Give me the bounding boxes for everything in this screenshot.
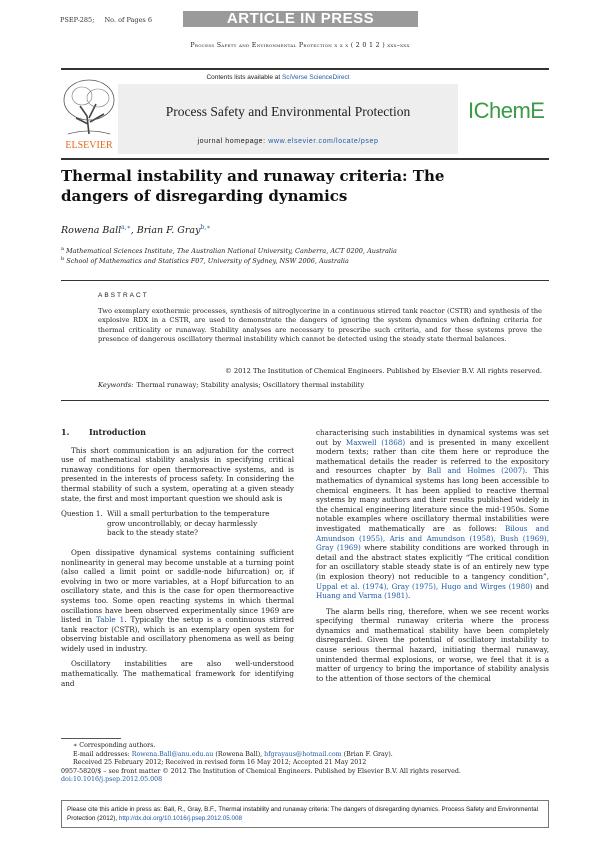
contents-line: Contents lists available at SciVerse ScienceDirect	[206, 74, 350, 81]
journal-name: Process Safety and Environmental Protection	[165, 104, 411, 119]
citation-text: Please cite this article in press as: Ball, R., Gray, B.F., Thermal instability and runaway criteria: The dangers of disregarding dynamics. Process Safety and Environmental Protection (2012),	[67, 806, 539, 822]
footnote-rule	[61, 738, 121, 739]
email-note: E-mail addresses: Rowena.Ball@anu.edu.au (Rowena Ball), bfgrayaus@hotmail.com (Brian F. Gray).	[73, 750, 393, 758]
author-marks[interactable]: b,∗	[200, 224, 211, 231]
issn-line: 0957-5820/$ – see front matter © 2012 The Institution of Chemical Engineers. Published by Elsevier B.V. All rights reserved.	[61, 767, 461, 775]
article-title: Thermal instability and runaway criteria: The dangers of disregarding dynamics	[61, 167, 445, 205]
affiliation: $^a$ Mathematical Sciences Institute, The Australian National University, Canberra, ACT 0200, Australia	[61, 246, 397, 256]
corresponding-note: ∗ Corresponding authors.	[73, 742, 156, 749]
doi-link[interactable]: doi:10.1016/j.psep.2012.05.008	[61, 776, 163, 784]
running-head: Process Safety and Environmental Protection x x x ( 2 0 1 2 ) xxx–xxx	[190, 42, 410, 49]
journal-homepage-link[interactable]: www.elsevier.com/locate/psep	[268, 138, 379, 145]
question-block	[61, 509, 294, 538]
author-marks[interactable]: a,∗	[121, 224, 131, 231]
citation-link[interactable]: Maxwell (1868)	[345, 437, 406, 447]
citation-doi-link[interactable]: http://dx.doi.org/10.1016/j.psep.2012.05.008	[118, 815, 243, 822]
author-name: Rowena Ball	[61, 225, 122, 237]
paragraph: This short communication is an adjuration for the correct use of mathematical stability analysis in specifying critical runaway conditions for open thermoreactive systems, and is presented in the interests of process safety. In considering the thermal stability of such a system, operating at a given steady state, the first and most important question we should ask is	[61, 445, 294, 503]
svg-text:ELSEVIER: ELSEVIER	[65, 140, 113, 151]
citation-link[interactable]: Huang and Varma (1981)	[316, 591, 409, 601]
header-rule	[61, 68, 549, 70]
email-link[interactable]: bfgrayaus@hotmail.com	[264, 750, 342, 758]
email-link[interactable]: Rowena.Ball@anu.edu.au	[131, 750, 214, 758]
banner-rule	[61, 158, 549, 160]
abstract-text: Two exemplary exothermic processes, synthesis of nitroglycerine in a continuous stirred tank reactor (CSTR) and synthesis of the explosive RDX in a CSTR, are used to demonstrate the dangers of ignoring the system dynamics when defining criteria for thermal criticality or runaway. Stability analyses are necessary to prescribe such criteria, and for these systems prove the presence of dangerous oscillatory thermal instability which cannot be detected using the steady state thermal balances.	[98, 307, 542, 344]
abstract-heading: ABSTRACT	[98, 292, 149, 299]
paragraph: characterising such instabilities in dynamical systems was set out by Maxwell (1868) and is presented in many excellent modern texts; rather than cite them here or reproduce the mathematical details the reader is referred to the expository and resources chapter by Ball and Holmes (2007). This mathematics of dynamical systems has long been accessible to chemical engineers. It has been applied to reactive thermal systems by many authors and their results published widely in the chemical engineering literature since the mid-1950s. Some notable examples where oscillatory thermal instabilities were investigated mathematically are as follows: Bilous and Amundson (1955), Aris and Amundson (1958), Bush (1969), Gray (1969) where stability conditions are worked through in detail and the abstract states explicitly “The critical condition for an oscillatory stable steady state is of an entirely new type (in explosion theory) not reducible to a tangency condition”, Uppal et al. (1974), Gray (1975), Hugo and Wirges (1980) and Huang and Varma (1981).	[316, 428, 550, 601]
affiliation: $^b$ School of Mathematics and Statistics F07, University of Sydney, NSW 2006, Australia	[61, 256, 349, 266]
paragraph: The alarm bells ring, therefore, when we see recent works specifying thermal runaway criteria where the process dynamics and mathematical stability have been completely disregarded. Given the potential of oscillatory instability to cause serious thermal hazard, initiating thermal runaway, unintended thermal explosions, or worse, we feel that it is a matter of urgency to bring the importance of stability analysis to the attention of those sectors of the chemical	[316, 606, 549, 683]
sciencedirect-link[interactable]: SciVerse ScienceDirect	[281, 74, 350, 81]
paragraph: Open dissipative dynamical systems containing sufficient nonlinearity in general may become unstable at a turning point (also called a limit point or saddle-node bifurcation) or, if evolving in two or more variables, at a Hopf bifurcation to an oscillatory state, and this is the case for open thermoreactive systems too. Some open reacting systems in which thermal oscillations have been observed experimentally since 1969 are listed in Table 1. Typically the setup is a continuous stirred tank reactor (CSTR), which is an exemplary open system for observing bistable and oscillatory phenomena as well as being widely used in industry.	[61, 547, 295, 653]
abstract-top-rule	[61, 280, 549, 281]
abstract-copyright: © 2012 The Institution of Chemical Engineers. Published by Elsevier B.V. All rights reserved.	[225, 367, 542, 375]
question-label: Question 1.	[61, 509, 103, 519]
table-ref-link[interactable]: Table 1	[95, 615, 125, 625]
keywords	[98, 381, 364, 389]
question-text: Will a small perturbation to the temperature grow uncontrollably, or decay harmlessly back to the steady state?	[107, 509, 270, 538]
received-dates: Received 25 February 2012; Received in revised form 16 May 2012; Accepted 21 May 2012	[73, 759, 367, 767]
paragraph: Oscillatory instabilities are also well-understood mathematically. The mathematical framework for identifying and	[61, 659, 294, 688]
author-name: Brian F. Gray	[136, 225, 201, 237]
journal-homepage: journal homepage: www.elsevier.com/locate/psep	[197, 138, 379, 145]
article-meta	[60, 16, 160, 24]
citation-box	[61, 800, 549, 828]
body-column-right	[316, 428, 549, 689]
page-count: No. of Pages 6	[104, 16, 152, 24]
body-column-left	[61, 428, 294, 694]
abstract-bottom-rule	[61, 400, 549, 401]
footnotes	[61, 742, 549, 785]
icheme-logo: IChemE	[468, 98, 545, 123]
keywords-list: Thermal runaway; Stability analysis; Oscillatory thermal instability	[136, 381, 365, 389]
citation-link[interactable]: Ball and Holmes (2007)	[427, 466, 526, 476]
citation-link[interactable]: Uppal et al. (1974), Gray (1975), Hugo and Wirges (1980)	[316, 581, 533, 591]
citation-link[interactable]: Bilous and Amundson (1955), Aris and Amundson (1958), Bush (1969), Gray (1969)	[316, 523, 550, 553]
article-code: PSEP-285;	[60, 16, 95, 24]
article-in-press-banner: ARTICLE IN PRESS	[183, 11, 418, 27]
section-heading: 1. Introduction	[61, 427, 146, 437]
author-list: Rowena Ball$^{a,∗}$, Brian F. Gray$^{b,∗}$	[61, 224, 211, 237]
keywords-label: Keywords:	[98, 381, 134, 389]
elsevier-tree-logo-icon	[60, 76, 118, 152]
